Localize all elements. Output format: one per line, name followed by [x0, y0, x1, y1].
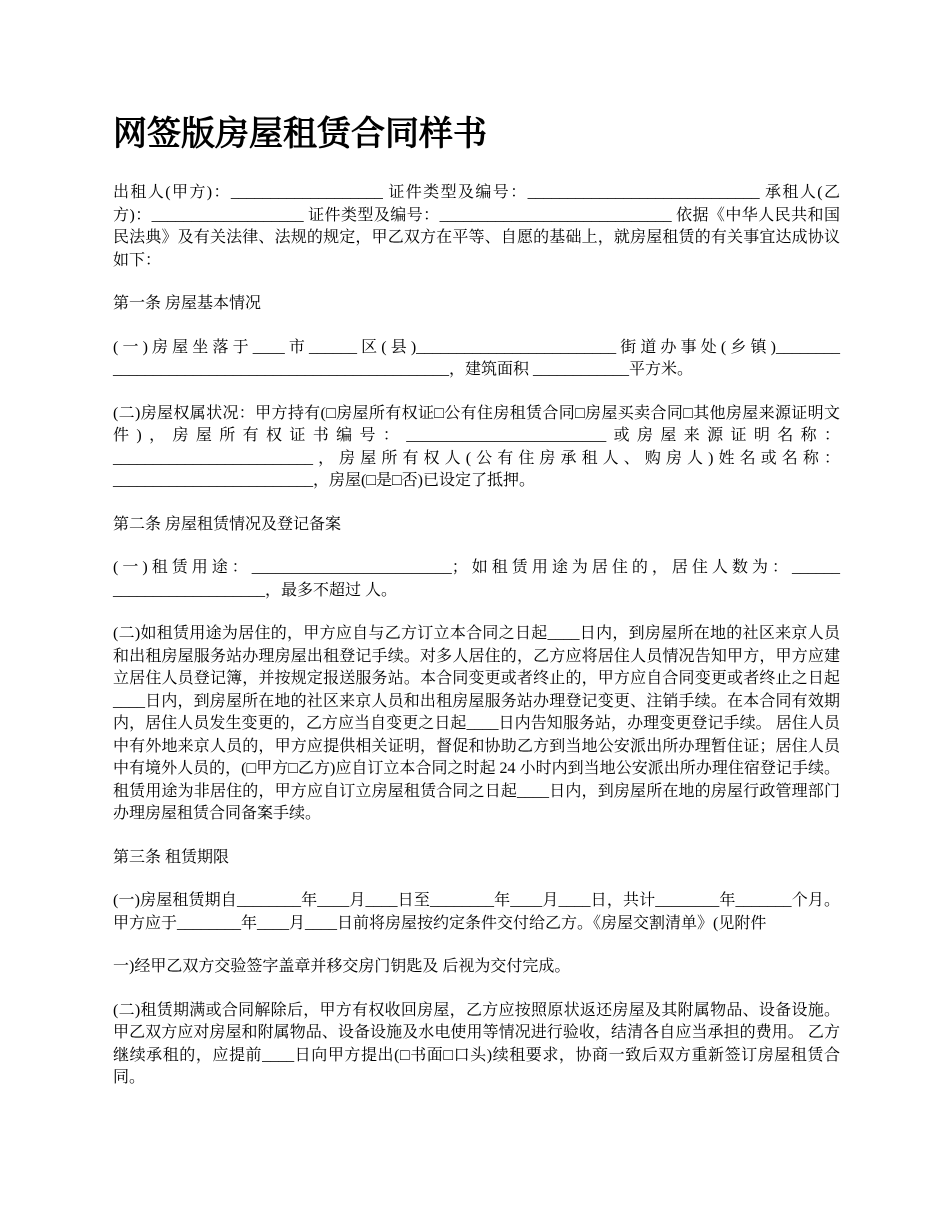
document-title: 网签版房屋租赁合同样书: [113, 114, 487, 154]
article-2-clause-2: (二)如租赁用途为居住的，甲方应自与乙方订立本合同之日起____日内，到房屋所在地的社区来京人员和出租房屋服务站办理房屋出租登记手续。对多人居住的，乙方应将居住人员情况告知甲方，甲方应建立居住人员登记簿，并按规定报送服务站。本合同变更或者终止的，甲方应自合同变更或者终止之日起____日内，到房屋所在地的社区来京人员和出租房屋服务站办理登记变更、注销手续。在本合同有效期内，居住人员发生变更的，乙方应当自变更之日起____日内告知服务站，办理变更登记手续。 居住人员中有外地来京人员的，甲方应提供相关证明，督促和协助乙方到当地公安派出所办理暂住证；居住人员中有境外人员的，(□甲方□乙方)应自订立本合同之时起 24 小时内到当地公安派出所办理住宿登记手续。 租赁用途为非居住的，甲方应自订立房屋租赁合同之日起____日内，到房屋所在地的房屋行政管理部门办理房屋租赁合同备案手续。: [113, 625, 840, 822]
article-1-clause-2: (二)房屋权属状况：甲方持有(□房屋所有权证□公有住房租赁合同□房屋买卖合同□其他房屋来源证明文件)，房屋所有权证书编号：_________________________或房屋来源证明名称：_________________________，房屋所有权人(公有住房承租人、购房人)姓名或名称：_________________________，房屋(□是□否)已设定了抵押。: [113, 404, 840, 489]
article-2-clause-1: (一)租赁用途：_________________________；如租赁用途为居住的，居住人数为：______ ___________________，最多不超过 人。: [113, 559, 840, 599]
article-1-heading: 第一条 房屋基本情况: [113, 295, 262, 312]
parties-paragraph: 出租人(甲方)：___________________ 证件类型及编号：_____________________________ 承租人(乙方)：___________________ 证件类型及编号：_____________________________ 依据《中华人民共和国民法典》及有关法律、法规的规定，甲乙双方在平等、自愿的基础上，就房屋租赁的有关事宜达成协议如下：: [113, 184, 840, 269]
article-3-heading: 第三条 租赁期限: [113, 848, 230, 866]
article-3-clause-2: (二)租赁期满或合同解除后，甲方有权收回房屋，乙方应按照原状返还房屋及其附属物品、设备设施。甲乙双方应对房屋和附属物品、设备设施及水电使用等情况进行验收，结清各自应当承担的费用。 乙方继续承租的，应提前____日向甲方提出(□书面□口头)续租要求，协商一致后双方重新签订房屋租赁合同。: [113, 1001, 840, 1086]
article-3-clause-1: (一)房屋租赁期自________年____月____日至________年____月____日，共计________年_______个月。甲方应于________年____月____日前将房屋按约定条件交付给乙方。《房屋交割清单》(见附件: [113, 892, 840, 932]
article-3-clause-1-continued: 一)经甲乙双方交验签字盖章并移交房门钥匙及 后视为交付完成。: [113, 958, 571, 975]
article-2-heading: 第二条 房屋租赁情况及登记备案: [113, 515, 342, 533]
article-1-clause-1: (一)房屋坐落于____市______区(县)_________________________街道办事处(乡镇)________ __________________________________________，建筑面积 ____________平方米。: [113, 338, 840, 378]
